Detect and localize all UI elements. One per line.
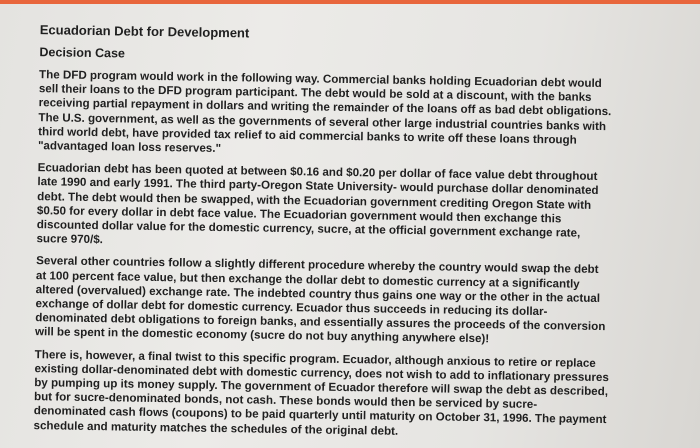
document-page — [23, 18, 630, 448]
paragraph-dfd-program: The DFD program would work in the following way. Commercial banks holding Ecuadorian debt would sell their loans to the DFD program participant. The debt would be sold at a discount, with the banks receiving partial repayment in dollars and writing the remainder of the loans off as bad debt obligations. The U.S. government, as well as the governments of several other large industrial countries banks with third world debt, have provided tax relief to aid commercial banks to write off these loans through "advantaged loan loss reserves." — [37, 68, 612, 156]
document-title: Ecuadorian Debt for Development — [39, 22, 250, 41]
paragraph-final-twist: There is, however, a final twist to this specific program. Ecuador, although anxious to retire or replace existing dollar-denominated debt with domestic currency, does not wish to add to inflationary pressures by pumping up its money supply. The government of Ecuador therefore will swap the debt as described, but for sucre-denominated bonds, not cash. These bonds would then be serviced by sucre-denominated cash flows (coupons) to be paid quarterly until maturity on October 31, 1996. The payment schedule and maturity matches the schedules of the original debt. — [33, 347, 609, 438]
document-subtitle: Decision Case — [39, 45, 126, 61]
paragraph-other-countries: Several other countries follow a slightly different procedure whereby the country would swap the debt at 100 percent face value, but then exchange the dollar debt to domestic currency at a significantly altered (overvalued) exchange rate. The indebted country thus gains one way or the other in the actual exchange of dollar debt for domestic currency. Ecuador thus succeeds in reducing its dollar-denominated debt obligations to foreign banks, and essentially assures the proceeds of the conversion will be spent in the domestic economy (sucre do not buy anything anywhere else)! — [34, 254, 606, 346]
paragraph-debt-quotes: Ecuadorian debt has been quoted at between $0.16 and $0.20 per dollar of face value debt throughout late 1990 and early 1991. The third party-Oregon State University- would purchase dollar denominated debt. The debt would then be swapped, with the Ecuadorian government crediting Oregon State with $0.50 for every dollar in debt face value. The Ecuadorian government would then exchange this discounted dollar value for the domestic currency, sucre, at the official government exchange rate, sucre 970/$. — [36, 161, 599, 247]
accent-bar — [0, 0, 700, 4]
